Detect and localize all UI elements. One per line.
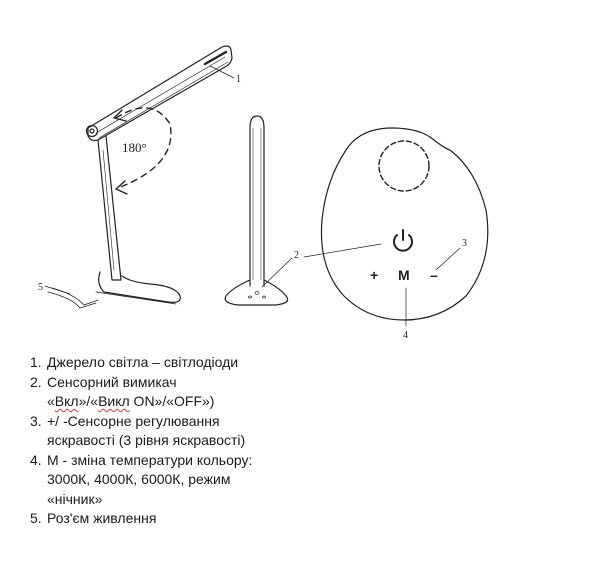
control-base-outline <box>321 128 487 320</box>
power-cable <box>52 288 84 305</box>
legend-text-part: »/« <box>78 393 99 409</box>
lamp-front-view <box>225 116 292 305</box>
parts-legend <box>30 353 360 529</box>
legend-text: Джерело світла – світлодіоди <box>47 354 239 370</box>
legend-text-part: Викл <box>98 393 130 409</box>
control-base-top-view <box>304 128 488 326</box>
callout-2: 2 <box>294 250 299 261</box>
callout-4: 4 <box>403 330 408 341</box>
legend-item-4 <box>30 451 277 510</box>
power-icon <box>394 230 412 251</box>
legend-number: 3. <box>30 412 42 429</box>
legend-number: 2. <box>30 373 42 390</box>
legend-item-3 <box>30 412 277 451</box>
legend-item-1 <box>30 353 360 373</box>
legend-item-5 <box>30 509 360 529</box>
plus-button-glyph: + <box>370 267 379 283</box>
light-sensor-ring <box>379 141 429 191</box>
legend-number: 4. <box>30 451 42 468</box>
legend-text-part: ON»/«OFF») <box>129 393 215 409</box>
callout-1: 1 <box>236 74 241 85</box>
legend-text-part: « <box>47 393 55 409</box>
lamp-front-base <box>225 280 287 305</box>
callout-5: 5 <box>38 282 43 293</box>
callout-3: 3 <box>462 238 467 249</box>
lamp-front-head <box>250 116 264 286</box>
legend-text: М - зміна температури кольору: 3000К, 4000К, 6000К, режим «нічник» <box>47 451 253 507</box>
mode-button-glyph: M <box>398 267 410 283</box>
legend-number: 1. <box>30 354 42 370</box>
lamp-base <box>99 272 181 302</box>
lamp-arm <box>98 136 121 280</box>
legend-text: Сенсорний вимикач <box>47 373 177 390</box>
minus-button-glyph: – <box>430 267 438 283</box>
legend-text: Роз'єм живлення <box>47 510 157 526</box>
angle-label: 180° <box>122 140 147 155</box>
legend-text: +/ -Сенсорне регулювання яскравості (3 рівня яскравості) <box>47 412 246 448</box>
legend-number: 5. <box>30 510 42 526</box>
legend-item-2 <box>30 373 360 412</box>
legend-text-part: Вкл <box>54 393 79 409</box>
lamp-side-view <box>45 46 234 308</box>
